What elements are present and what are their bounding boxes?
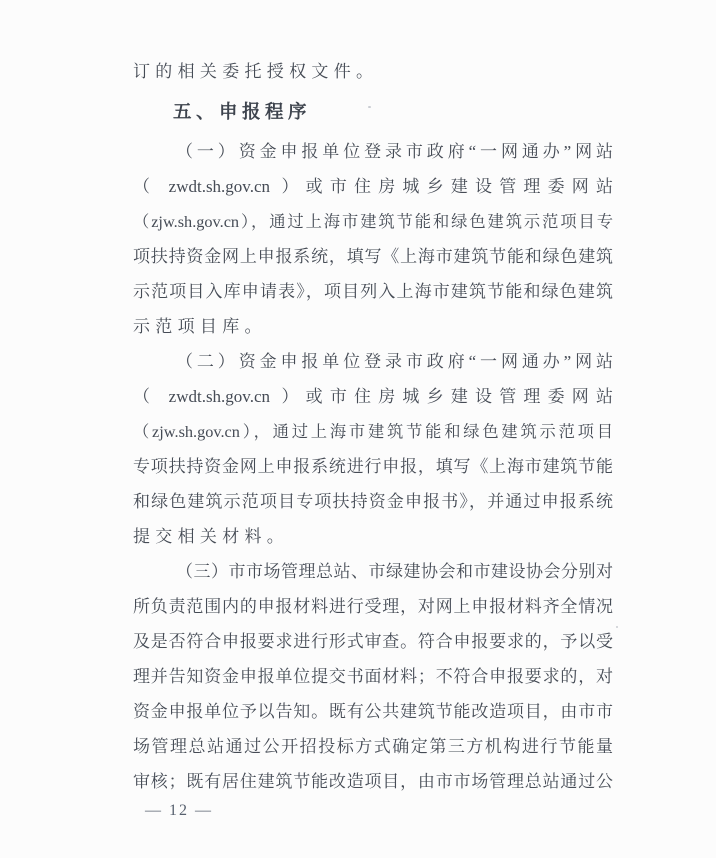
body-line-p2-5: 和绿色建筑示范项目专项扶持资金申报书》，并通过申报系统	[133, 492, 613, 511]
body-line-p3-2: 所负责范围内的申报材料进行受理，对网上申报材料齐全情况	[133, 597, 613, 616]
body-line-p2-2: （ zwdt.sh.gov.cn ）或市住房城乡建设管理委网站	[133, 387, 613, 406]
body-line-p3-7: 审核；既有居住建筑节能改造项目，由市市场管理总站通过公	[133, 772, 613, 791]
section-heading: 五、申报程序	[173, 101, 312, 122]
body-line-p1-4: 项扶持资金网上申报系统，填写《上海市建筑节能和绿色建筑	[133, 247, 613, 266]
scan-speck	[368, 106, 371, 108]
body-line-p1-3: （zjw.sh.gov.cn），通过上海市建筑节能和绿色建筑示范项目专	[133, 212, 613, 231]
body-line-p3-4: 理并告知资金申报单位提交书面材料；不符合申报要求的，对	[133, 667, 613, 686]
body-line-p3-3: 及是否符合申报要求进行形式审查。符合申报要求的，予以受	[133, 632, 613, 651]
body-line-continuation: 订的相关委托授权文件。	[133, 62, 379, 81]
body-line-p3-6: 场管理总站通过公开招投标方式确定第三方机构进行节能量	[133, 737, 613, 756]
body-line-p2-4: 专项扶持资金网上申报系统进行申报，填写《上海市建筑节能	[133, 457, 613, 476]
body-line-p1-1: （一）资金申报单位登录市政府“一网通办”网站	[176, 142, 613, 161]
text-column	[133, 54, 613, 799]
body-line-p1-5: 示范项目入库申请表》，项目列入上海市建筑节能和绿色建筑	[133, 282, 613, 301]
body-line-p2-1: （二）资金申报单位登录市政府“一网通办”网站	[176, 352, 613, 371]
body-line-p3-1: （三）市市场管理总站、市绿建协会和市建设协会分别对	[176, 562, 613, 581]
body-line-p1-6: 示范项目库。	[133, 317, 267, 336]
page-number: — 12 —	[145, 802, 213, 819]
body-line-p2-3: （zjw.sh.gov.cn），通过上海市建筑节能和绿色建筑示范项目	[133, 422, 613, 441]
body-line-p3-5: 资金申报单位予以告知。既有公共建筑节能改造项目，由市市	[133, 702, 613, 721]
body-line-p1-2: （ zwdt.sh.gov.cn ）或市住房城乡建设管理委网站	[133, 177, 613, 196]
body-line-p2-6: 提交相关材料。	[133, 527, 290, 546]
scan-speck	[616, 626, 618, 628]
